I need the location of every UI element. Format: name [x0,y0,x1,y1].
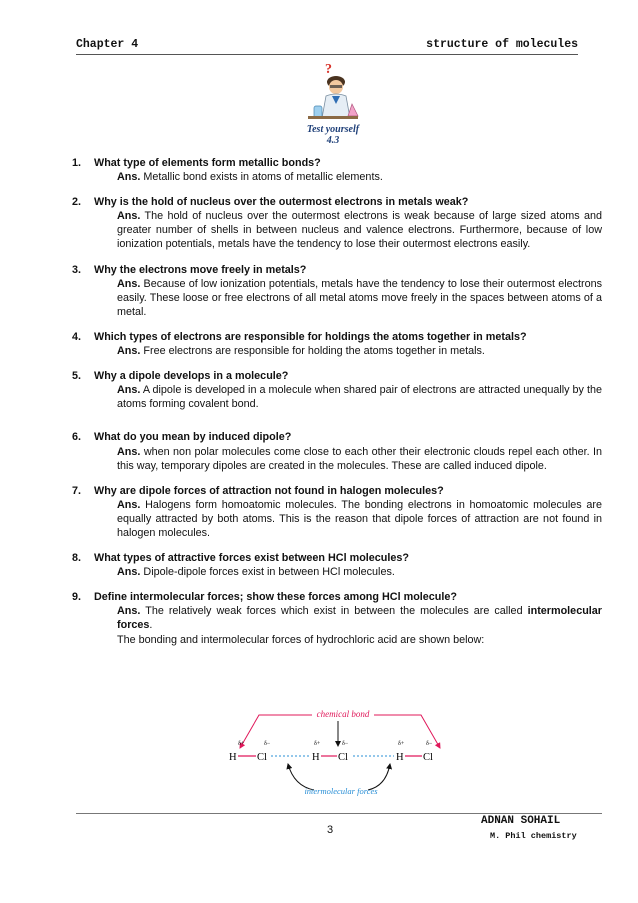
delta-plus-1: δ+ [238,741,245,747]
delta-plus-2: δ+ [314,741,321,747]
atom-h-2: H [312,752,320,763]
answer-body: The hold of nucleus over the outermost electrons is weak because of large sized atoms and greater number of shells in between nucleus and valence electrons. Furthermore, because of low ionization potentials, metals have the tendency to lose their outermost electrons easily. [117,210,602,251]
answer-label: Ans. [117,498,141,511]
atom-h-3: H [396,752,404,763]
question-number: 7. [72,484,82,497]
question-text: What types of attractive forces exist between HCl molecules? [94,552,410,565]
atom-cl-3: Cl [423,752,433,763]
answer-text [94,209,602,251]
atom-cl-1: Cl [257,752,267,763]
author-degree: M. Phil chemistry [490,831,577,841]
delta-minus-1: δ− [264,741,271,747]
answer-text [94,604,602,632]
question-item [72,156,602,184]
answer-label: Ans. [117,210,141,223]
answer-bold-term: intermolecular forces [117,605,602,632]
answer-text [94,170,602,184]
answer-text [94,277,602,319]
answer-label: Ans. [117,345,141,358]
question-number: 8. [72,552,82,565]
answer-text [94,344,602,358]
question-number: 2. [72,196,82,209]
chapter-title: structure of molecules [426,38,578,51]
question-number: 4. [72,330,82,343]
footer-divider [76,813,602,814]
question-list [72,156,603,658]
question-text: Why a dipole develops in a molecule? [94,370,289,383]
question-number: 6. [72,431,82,444]
answer-label: Ans. [117,445,141,458]
answer-period: . [149,619,153,632]
atom-cl-2: Cl [338,752,348,763]
question-text: Why is the hold of nucleus over the outermost electrons in metals weak? [94,196,469,209]
question-text: Why the electrons move freely in metals? [94,263,307,276]
answer-body: when non polar molecules come close to each other their electronic clouds repel each other. In this way, temporary dipoles are created in the molecules. These are called induced dipole. [117,445,602,472]
hcl-forces-diagram [226,706,458,810]
answer-label: Ans. [117,277,141,290]
answer-extra: The bonding and intermolecular forces of hydrochloric acid are shown below: [117,633,485,646]
question-text: What do you mean by induced dipole? [94,431,292,444]
intermolecular-forces-label: intermolecular forces [304,786,378,796]
question-item [72,590,602,646]
question-item [72,330,602,358]
question-item [72,551,602,579]
answer-body: Dipole-dipole forces exist in between HCl molecules. [143,566,395,579]
answer-label: Ans. [117,384,141,397]
answer-text [94,383,602,411]
answer-text [94,565,602,579]
answer-body: The relatively weak forces which exist in between the molecules are called [145,605,523,618]
chemical-bond-label: chemical bond [316,709,370,719]
answer-body: A dipole is developed in a molecule when shared pair of electrons are attracted unequally by the atoms forming covalent bond. [117,384,603,411]
page-number: 3 [327,824,334,836]
answer-body: Free electrons are responsible for holding the atoms together in metals. [143,345,485,358]
answer-body: Because of low ionization potentials, metals have the tendency to lose their outermost electrons easily. These loose or free electrons of all metal atoms move freely in the spaces between atoms of a metal. [117,277,603,318]
delta-minus-3: δ− [426,741,433,747]
logo-line1: Test yourself [306,124,360,135]
question-text: Define intermolecular forces; show these forces among HCl molecule? [94,591,457,604]
answer-label: Ans. [117,566,141,579]
answer-body: Metallic bond exists in atoms of metallic elements. [143,171,383,184]
answer-body: Halogens form homoatomic molecules. The bonding electrons in homoatomic molecules are equally attracted by both atoms. This is the reason that dipole forces of attraction are not found in halogen molecules. [117,498,602,539]
answer-label: Ans. [117,605,141,618]
question-text: Why are dipole forces of attraction not found in halogen molecules? [94,484,444,497]
answer-text [94,445,602,473]
question-item [72,369,603,411]
atom-h-1: H [229,752,237,763]
delta-minus-2: δ− [342,741,349,747]
question-number: 1. [72,157,82,169]
question-item [72,430,602,472]
question-item [72,195,602,251]
answer-text [94,498,602,540]
question-number: 5. [72,370,82,383]
question-item [72,263,603,319]
question-mark-icon: ? [325,62,332,77]
question-number: 3. [72,263,82,276]
test-yourself-illustration [292,60,374,148]
header-divider [76,54,578,55]
chapter-label: Chapter 4 [76,38,139,51]
bond-arrow-left [240,715,312,748]
question-text: Which types of electrons are responsible for holdings the atoms together in metals? [94,330,527,343]
question-text: What type of elements form metallic bonds? [94,157,321,169]
question-number: 9. [72,591,82,604]
question-item [72,484,602,540]
author-name: ADNAN SOHAIL [481,815,561,827]
delta-plus-3: δ+ [398,741,405,747]
answer-label: Ans. [117,171,141,184]
logo-line2: 4.3 [326,135,340,146]
